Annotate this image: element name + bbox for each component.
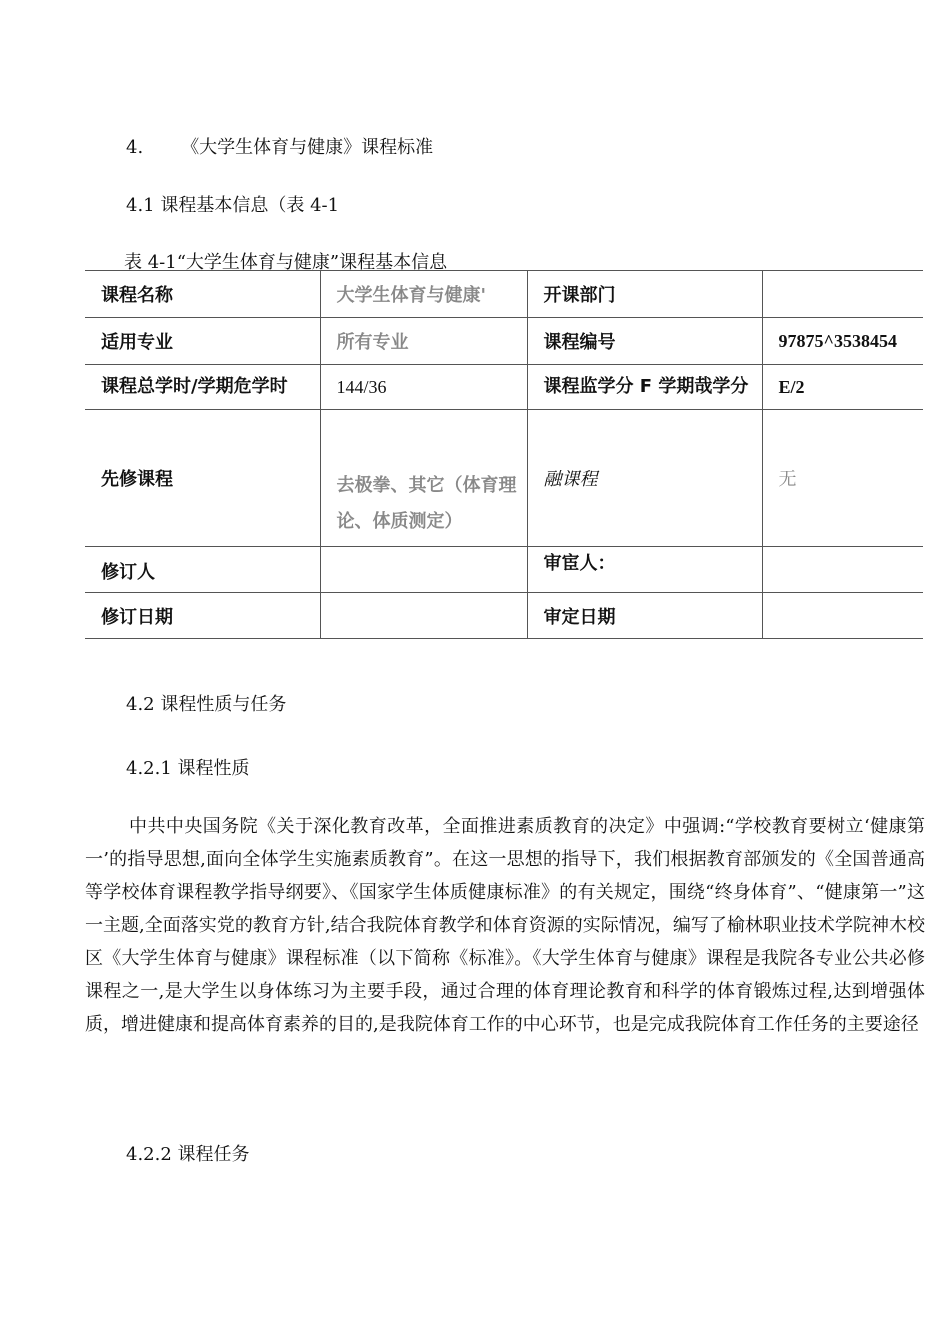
table-caption: 表 4-1“大学生体育与健康”课程基本信息 (124, 252, 448, 273)
table-cell: 大学生体育与健康' (320, 271, 527, 318)
body-paragraph (85, 810, 925, 1041)
table-row (85, 547, 923, 593)
table-cell: 开课部门 (527, 271, 762, 318)
section-heading-4-1: 4.1 课程基本信息（表 4-1 (126, 195, 340, 216)
table-cell: 课程名称 (85, 271, 320, 318)
section-heading-4-2: 4.2 课程性质与任务 (126, 694, 287, 715)
table-cell: 去极拳、其它（体育理论、体质测定） (320, 410, 527, 547)
course-info-table (85, 270, 923, 639)
table-cell: 所有专业 (320, 318, 527, 365)
table-cell (762, 271, 923, 318)
table-cell: 课程总学时/学期危学时 (85, 365, 320, 410)
table-row (85, 410, 923, 547)
table-cell (762, 547, 923, 593)
table-cell: 先修课程 (85, 410, 320, 547)
table-cell: 融课程 (527, 410, 762, 547)
table-cell: 无 (762, 410, 923, 547)
table-cell: 适用专业 (85, 318, 320, 365)
chapter-title: 《大学生体育与健康》课程标准 (181, 137, 434, 158)
table-cell: 修订人 (85, 547, 320, 593)
section-heading-4-2-2: 4.2.2 课程任务 (126, 1144, 250, 1165)
table-row (85, 318, 923, 365)
table-cell: 审定日期 (527, 593, 762, 639)
chapter-number: 4. (126, 137, 144, 158)
table-cell: 审宦人： (527, 547, 762, 593)
table-cell: 修订日期 (85, 593, 320, 639)
table-cell: 课程编号 (527, 318, 762, 365)
table-cell: E/2 (762, 365, 923, 410)
chapter-heading (126, 133, 433, 159)
table-cell (762, 593, 923, 639)
table-row (85, 593, 923, 639)
table-cell: 97875^3538454 (762, 318, 923, 365)
table-cell (320, 593, 527, 639)
table-row (85, 271, 923, 318)
paragraph-text: 中共中央国务院《关于深化教育改革，全面推进素质教育的决定》中强调:“学校教育要树立‘健康第一’的指导思想,面向全体学生实施素质教育”。在这一思想的指导下，我们根据教育部颁发的《全国普通高等学校体育课程教学指导纲要》、《国家学生体质健康标准》的有关规定，围绕“终身体育”、“健康第一”这一主题,全面落实党的教育方针,结合我院体育教学和体育资源的实际情况，编写了榆林职业技术学院神木校区《大学生体育与健康》课程标准（以下简称《标准》。《大学生体育与健康》课程是我院各专业公共必修课程之一,是大学生以身体练习为主要手段，通过合理的体育理论教育和科学的体育锻炼过程,达到增强体质，增进健康和提高体育素养的目的,是我院体育工作的中心环节，也是完成我院体育工作任务的主要途径 (85, 816, 925, 1035)
section-heading-4-2-1: 4.2.1 课程性质 (126, 758, 250, 779)
table-cell (320, 547, 527, 593)
table-cell: 144/36 (320, 365, 527, 410)
table-cell: 课程监学分 F 学期哉学分 (527, 365, 762, 410)
table-row (85, 365, 923, 410)
